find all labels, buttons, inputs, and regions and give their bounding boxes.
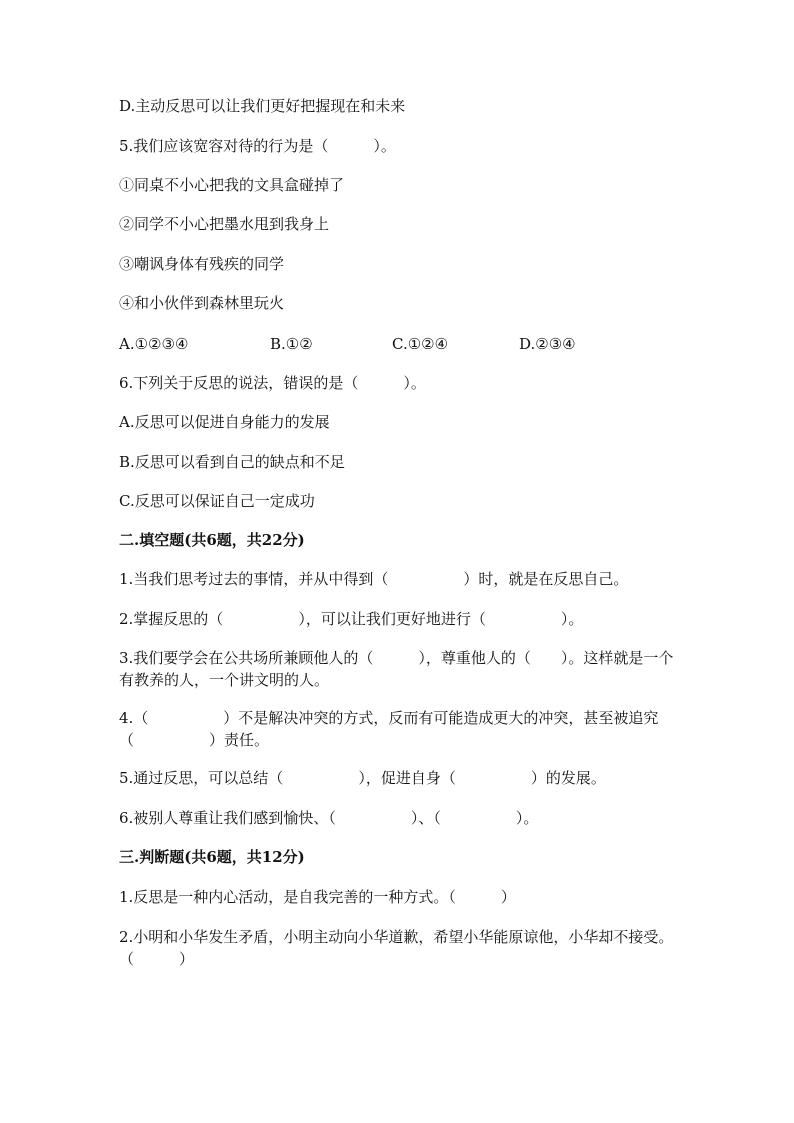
fill-question-3: 3.我们要学会在公共场所兼顾他人的（ ），尊重他人的（ ）。这样就是一个有教养的人，一个讲文明的人。	[119, 649, 674, 689]
q5-stem: 5.我们应该宽容对待的行为是（ ）。	[119, 137, 396, 155]
q5-option-d: D.②③④	[519, 335, 576, 353]
section2-heading: 二.填空题(共6题，共22分)	[119, 531, 305, 549]
q5-item-3: ③嘲讽身体有残疾的同学	[119, 255, 285, 273]
fill-question-5: 5.通过反思，可以总结（ ），促进自身（ ）的发展。	[119, 769, 606, 787]
fill-question-1: 1.当我们思考过去的事情，并从中得到（ ）时，就是在反思自己。	[119, 570, 629, 588]
q5-option-b: B.①②	[270, 335, 313, 353]
section3-heading: 三.判断题(共6题，共12分)	[119, 848, 305, 866]
q5-option-a: A.①②③④	[119, 335, 189, 353]
fill-question-6: 6.被别人尊重让我们感到愉快、（ ）、（ ）。	[119, 809, 539, 827]
q6-stem: 6.下列关于反思的说法，错误的是（ ）。	[119, 374, 426, 392]
q6-option-c: C.反思可以保证自己一定成功	[119, 492, 315, 510]
q5-item-1: ①同桌不小心把我的文具盒碰掉了	[119, 176, 345, 194]
fill-question-4: 4.（ ）不是解决冲突的方式，反而有可能造成更大的冲突，甚至被追究（ ）责任。	[119, 709, 659, 749]
fill-question-2: 2.掌握反思的（ ），可以让我们更好地进行（ ）。	[119, 610, 584, 628]
q5-option-c: C.①②④	[392, 335, 449, 353]
judge-question-2: 2.小明和小华发生矛盾，小明主动向小华道歉，希望小华能原谅他，小华却不接受。（ ）	[119, 928, 674, 968]
q6-option-a: A.反思可以促进自身能力的发展	[119, 413, 330, 431]
judge-question-1: 1.反思是一种内心活动，是自我完善的一种方式。（ ）	[119, 888, 516, 906]
q6-option-b: B.反思可以看到自己的缺点和不足	[119, 453, 345, 471]
q5-item-4: ④和小伙伴到森林里玩火	[119, 294, 285, 312]
q4-option-d: D.主动反思可以让我们更好把握现在和未来	[119, 97, 406, 115]
q5-item-2: ②同学不小心把墨水甩到我身上	[119, 215, 330, 233]
